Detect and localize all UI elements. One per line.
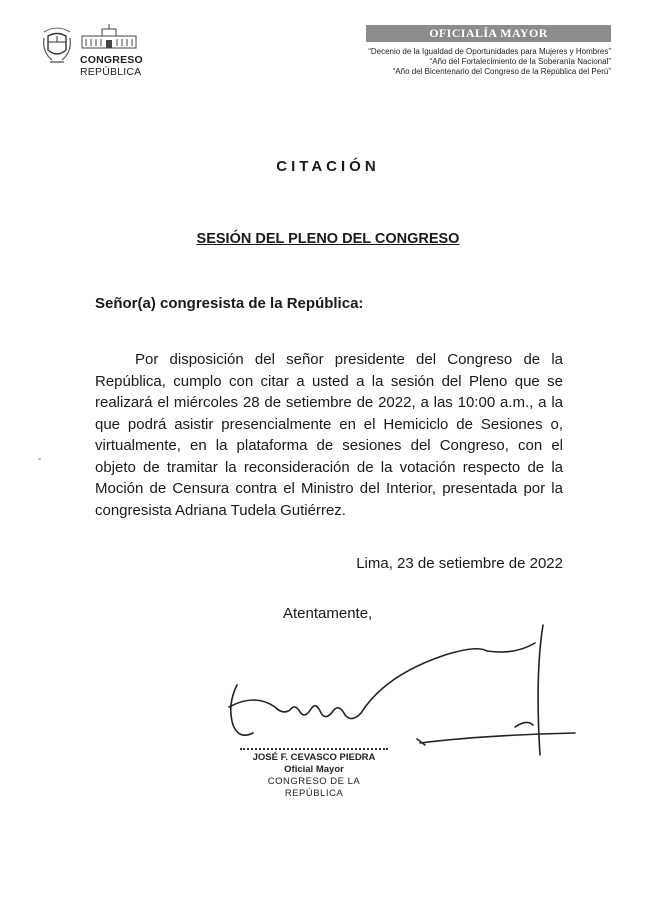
handwritten-signature [215,615,595,775]
logo-wordmark [80,54,143,78]
salutation: Señor(a) congresista de la República: [95,295,364,312]
closing: Atentamente, [283,605,373,622]
logo-line-congreso: CONGRESO [80,54,143,66]
year-mottos [300,47,611,77]
signer-block [238,752,390,800]
date-line: Lima, 23 de setiembre de 2022 [356,555,563,572]
congress-building-icon [80,24,138,50]
motto-line: “Año del Fortalecimiento de la Soberanía Nacional” [429,57,611,66]
signer-institution: CONGRESO DE LA REPÚBLICA [267,776,361,799]
document-subtitle: SESIÓN DEL PLENO DEL CONGRESO [196,231,460,247]
signer-role: Oficial Mayor [284,764,344,775]
logo-line-republica: REPÚBLICA [80,66,142,78]
signature-line [240,748,388,750]
coat-of-arms-icon [40,22,74,68]
body-paragraph: Por disposición del señor presidente del Congreso de la República, cumplo con citar a usted a la sesión del Pleno que se realizará el miércoles 28 de setiembre de 2022, a las 10:00 a.m., a la que podrá asistir presencialmente en el Hemiciclo de Sesiones o, virtualmente, en la plataforma de sesiones del Congreso, con el objeto de tramitar la reconsideración de la votación respecto de la Moción de Censura contra el Ministro del Interior, presentada por la congresista Adriana Tudela Gutiérrez. [95,351,563,519]
motto-line: “Año del Bicentenario del Congreso de la República del Perú” [392,67,611,76]
motto-line: “Decenio de la Igualdad de Oportunidades para Mujeres y Hombres” [368,47,611,56]
document-title: CITACIÓN [276,158,380,175]
office-banner: OFICIALÍA MAYOR [366,25,611,42]
scan-speck [38,458,41,460]
signer-name: JOSÉ F. CEVASCO PIEDRA [252,752,376,763]
